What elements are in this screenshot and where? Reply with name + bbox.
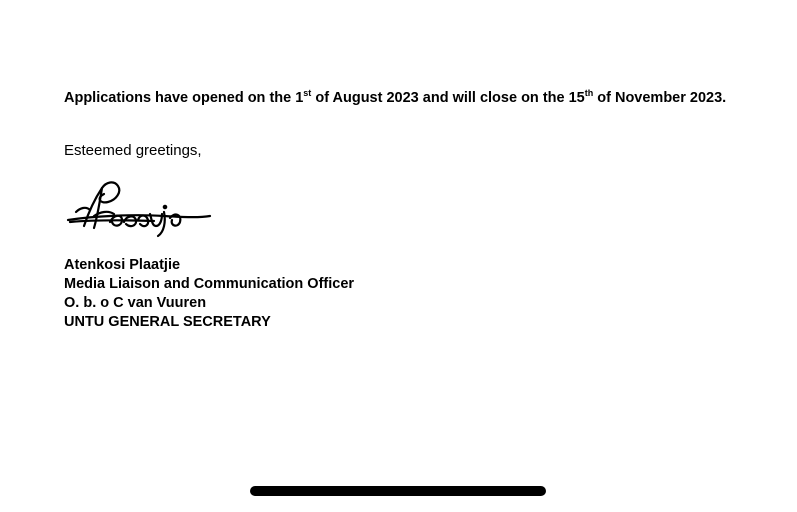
signature-block bbox=[64, 256, 354, 332]
signatory-title: Media Liaison and Communication Officer bbox=[64, 276, 355, 292]
signatory-name: Atenkosi Plaatjie bbox=[64, 257, 181, 273]
notice-ordinal-suffix-2: th bbox=[584, 88, 594, 99]
notice-ordinal-suffix-1: st bbox=[303, 88, 312, 99]
signatory-position: UNTU GENERAL SECRETARY bbox=[64, 314, 271, 330]
notice-text-part1: Applications have opened on the 1 bbox=[64, 90, 304, 106]
greeting: Esteemed greetings, bbox=[64, 142, 202, 159]
notice-text-part3: of November 2023. bbox=[593, 90, 727, 106]
handwritten-signature bbox=[64, 176, 214, 238]
application-dates-notice bbox=[64, 90, 733, 107]
on-behalf-of: O. b. o C van Vuuren bbox=[64, 295, 207, 311]
home-indicator-bar[interactable] bbox=[250, 486, 546, 496]
notice-text-part2: of August 2023 and will close on the 15 bbox=[311, 90, 585, 106]
